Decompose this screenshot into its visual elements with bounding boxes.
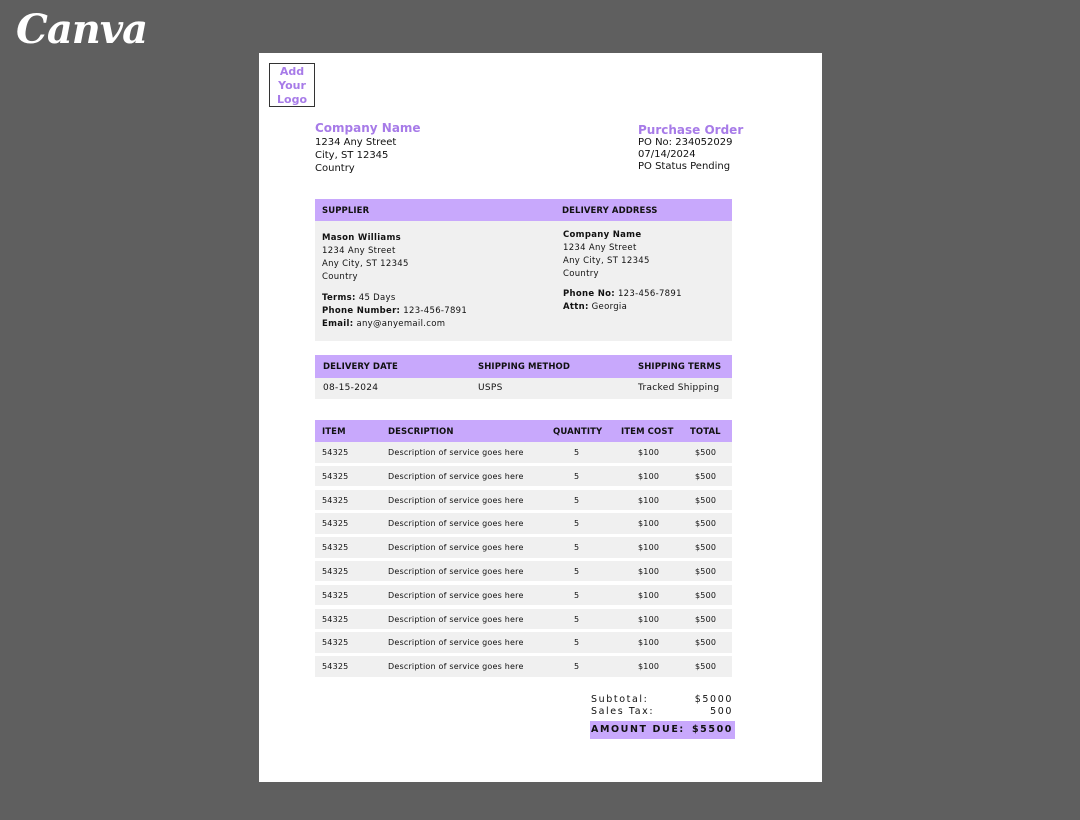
quantity-cell: 5	[574, 566, 580, 576]
table-row	[315, 513, 732, 534]
total-cell: $500	[695, 495, 717, 505]
items-header-bar	[315, 420, 732, 442]
supplier-street: 1234 Any Street	[322, 246, 396, 256]
item-cell: 54325	[322, 471, 349, 481]
subtotal-value: $5000	[694, 694, 733, 705]
item-cell: 54325	[322, 566, 349, 576]
po-date: 07/14/2024	[638, 149, 696, 160]
delivery-country: Country	[563, 269, 599, 279]
item-header: ITEM	[322, 427, 346, 437]
delivery-company-name: Company Name	[563, 230, 642, 240]
total-cell: $500	[695, 662, 717, 672]
total-cell: $500	[695, 638, 717, 648]
shipping-method-header: SHIPPING METHOD	[478, 362, 571, 372]
shipping-values	[315, 378, 732, 399]
item-cost-cell: $100	[638, 566, 660, 576]
total-cell: $500	[695, 471, 717, 481]
quantity-cell: 5	[574, 495, 580, 505]
description-header: DESCRIPTION	[388, 427, 454, 437]
sales-tax-row	[590, 706, 735, 718]
item-cell: 54325	[322, 590, 349, 600]
supplier-header: SUPPLIER	[322, 206, 370, 216]
item-cost-cell: $100	[638, 614, 660, 624]
description-cell: Description of service goes here	[388, 448, 524, 457]
quantity-cell: 5	[574, 638, 580, 648]
shipping-terms-header: SHIPPING TERMS	[638, 362, 722, 372]
item-cost-cell: $100	[638, 543, 660, 553]
delivery-city: Any City, ST 12345	[563, 256, 650, 266]
amount-due-value: $5500	[691, 724, 733, 735]
canva-logo[interactable]: Canva	[16, 6, 147, 53]
description-cell: Description of service goes here	[388, 471, 524, 481]
item-cell: 54325	[322, 662, 349, 672]
company-country: Country	[315, 163, 355, 174]
table-row	[315, 442, 732, 463]
quantity-cell: 5	[574, 614, 580, 624]
po-number: PO No: 234052029	[638, 137, 733, 148]
item-cost-cell: $100	[638, 519, 660, 529]
supplier-header-bar	[315, 199, 732, 221]
delivery-address-header: DELIVERY ADDRESS	[562, 206, 658, 216]
company-info	[315, 122, 421, 175]
quantity-cell: 5	[574, 448, 580, 457]
subtotal-row	[590, 694, 735, 706]
sales-tax-label: Sales Tax:	[591, 706, 655, 717]
table-row	[315, 537, 732, 558]
total-cell: $500	[695, 448, 717, 457]
item-cost-cell: $100	[638, 471, 660, 481]
description-cell: Description of service goes here	[388, 614, 524, 624]
table-row	[315, 466, 732, 487]
shipping-terms-value: Tracked Shipping	[638, 383, 720, 393]
supplier-terms: Terms: 45 Days	[322, 293, 396, 303]
amount-due-label: AMOUNT DUE:	[591, 724, 685, 735]
total-cell: $500	[695, 566, 717, 576]
description-cell: Description of service goes here	[388, 566, 524, 576]
delivery-attn: Attn: Georgia	[563, 302, 628, 312]
supplier-phone: Phone Number: 123-456-7891	[322, 306, 468, 316]
company-name: Company Name	[315, 121, 421, 135]
purchase-order-document	[259, 53, 822, 782]
description-cell: Description of service goes here	[388, 519, 524, 529]
item-cost-cell: $100	[638, 590, 660, 600]
quantity-cell: 5	[574, 519, 580, 529]
table-row	[315, 490, 732, 511]
delivery-date-header: DELIVERY DATE	[323, 362, 398, 372]
subtotal-label: Subtotal:	[591, 694, 649, 705]
quantity-cell: 5	[574, 662, 580, 672]
description-cell: Description of service goes here	[388, 662, 524, 672]
item-cell: 54325	[322, 519, 349, 529]
table-row	[315, 609, 732, 630]
supplier-city: Any City, ST 12345	[322, 259, 409, 269]
shipping-header-bar	[315, 355, 732, 378]
total-header: TOTAL	[690, 427, 721, 437]
description-cell: Description of service goes here	[388, 638, 524, 648]
description-cell: Description of service goes here	[388, 590, 524, 600]
item-cell: 54325	[322, 543, 349, 553]
po-info	[638, 124, 743, 173]
supplier-body	[315, 221, 732, 341]
supplier-country: Country	[322, 272, 358, 282]
delivery-details	[563, 229, 682, 314]
table-row	[315, 585, 732, 606]
amount-due-row	[590, 721, 735, 739]
logo-placeholder[interactable]: Add Your Logo	[269, 63, 315, 107]
company-street: 1234 Any Street	[315, 137, 397, 148]
quantity-cell: 5	[574, 543, 580, 553]
item-cost-cell: $100	[638, 495, 660, 505]
total-cell: $500	[695, 519, 717, 529]
table-row	[315, 656, 732, 677]
supplier-email: Email: any@anyemail.com	[322, 319, 446, 329]
supplier-name: Mason Williams	[322, 233, 401, 243]
table-row	[315, 632, 732, 653]
item-cost-cell: $100	[638, 662, 660, 672]
item-cost-cell: $100	[638, 448, 660, 457]
po-title: Purchase Order	[638, 123, 744, 137]
description-cell: Description of service goes here	[388, 495, 524, 505]
item-cell: 54325	[322, 638, 349, 648]
total-cell: $500	[695, 614, 717, 624]
quantity-cell: 5	[574, 471, 580, 481]
delivery-phone: Phone No: 123-456-7891	[563, 289, 682, 299]
total-cell: $500	[695, 590, 717, 600]
shipping-method-value: USPS	[478, 383, 503, 393]
company-city: City, ST 12345	[315, 150, 389, 161]
totals-block	[590, 694, 735, 739]
quantity-cell: 5	[574, 590, 580, 600]
item-cell: 54325	[322, 495, 349, 505]
total-cell: $500	[695, 543, 717, 553]
table-row	[315, 561, 732, 582]
quantity-header: QUANTITY	[553, 427, 603, 437]
description-cell: Description of service goes here	[388, 543, 524, 553]
items-table-body	[315, 442, 732, 680]
item-cost-header: ITEM COST	[621, 427, 674, 437]
supplier-details	[322, 232, 467, 331]
item-cost-cell: $100	[638, 638, 660, 648]
po-status: PO Status Pending	[638, 161, 731, 172]
item-cell: 54325	[322, 614, 349, 624]
item-cell: 54325	[322, 448, 349, 457]
delivery-date-value: 08-15-2024	[323, 383, 379, 393]
sales-tax-value: 500	[710, 706, 733, 717]
delivery-street: 1234 Any Street	[563, 243, 637, 253]
